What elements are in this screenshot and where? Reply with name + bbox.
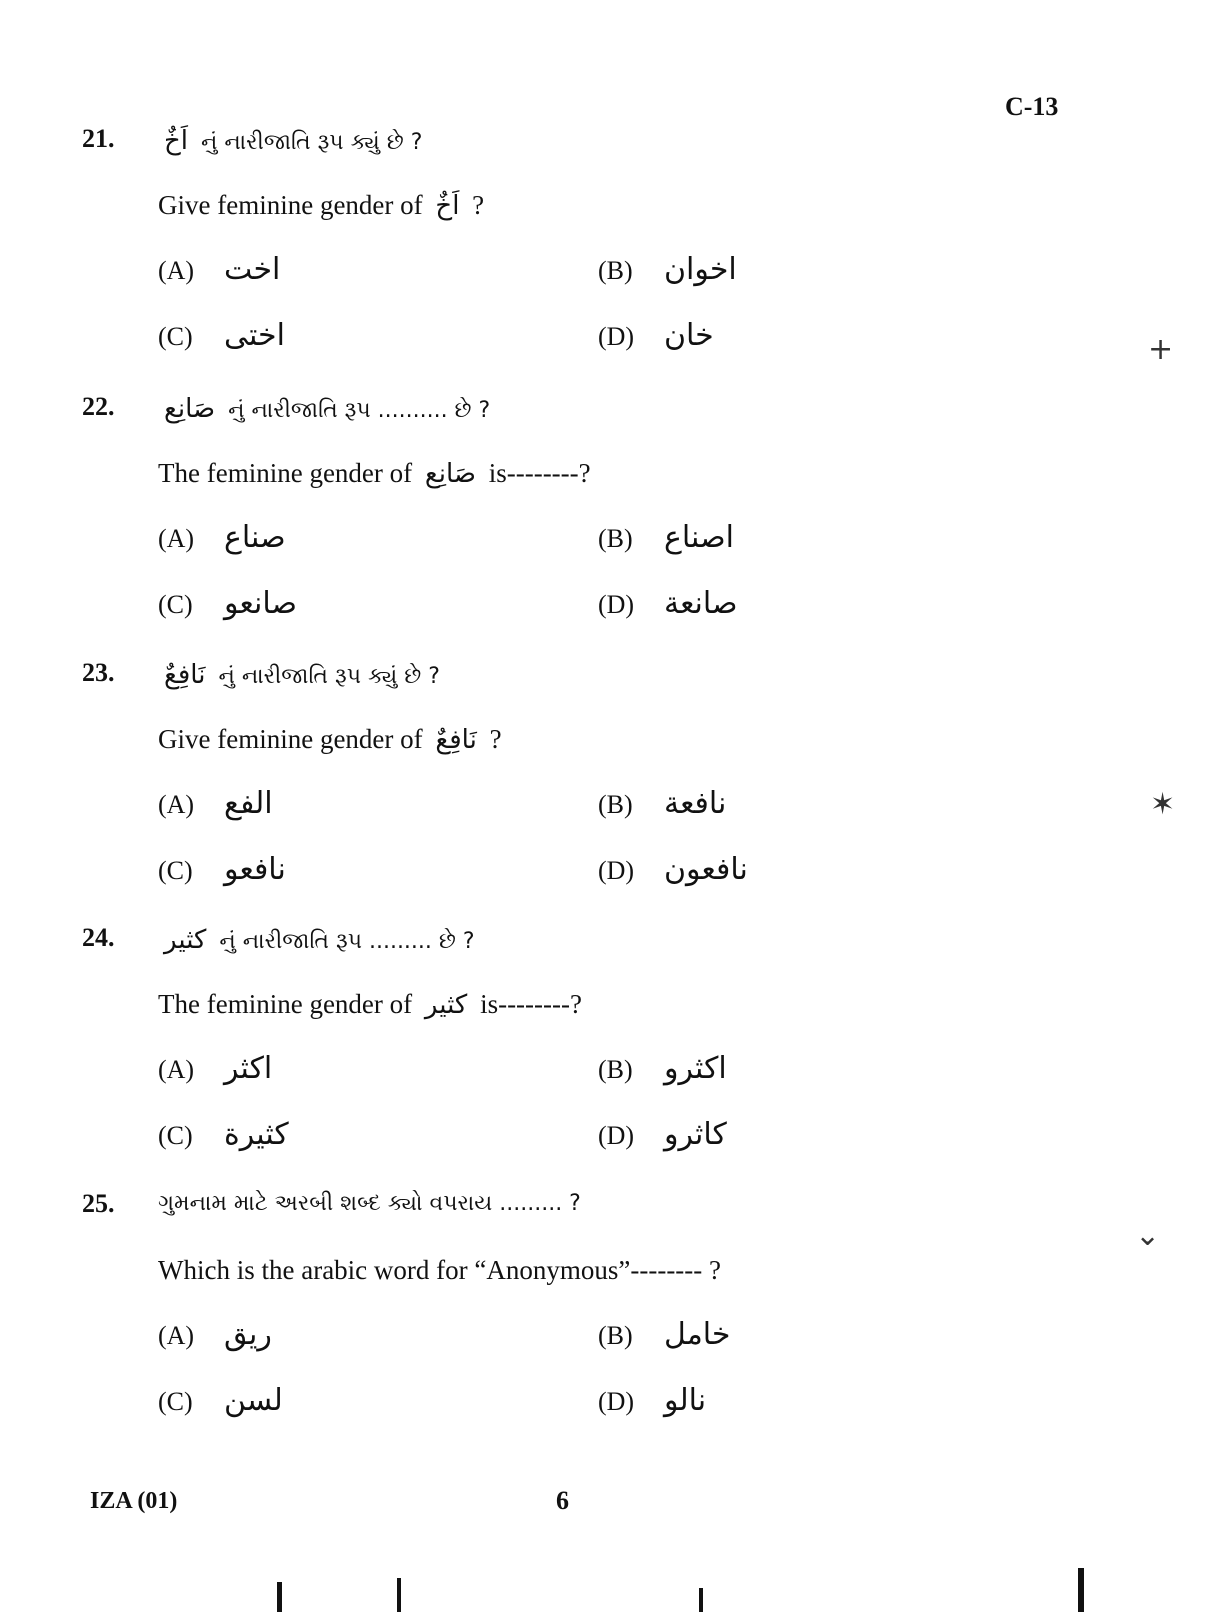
question-number: 25. bbox=[82, 1189, 115, 1218]
option-label: (A) bbox=[158, 1321, 195, 1350]
question-21 bbox=[0, 124, 1218, 384]
arabic-word: نَافِعٌ bbox=[435, 725, 477, 755]
option-text: خامل bbox=[664, 1317, 731, 1352]
option-label: (B) bbox=[598, 524, 633, 553]
option-a[interactable] bbox=[158, 520, 286, 555]
option-d[interactable] bbox=[598, 586, 738, 621]
option-label: (D) bbox=[598, 590, 635, 619]
option-a[interactable] bbox=[158, 1317, 272, 1352]
question-gujarati bbox=[158, 660, 440, 690]
gujarati-text: નું નારીજાતિ રૂપ ક્યું છે ? bbox=[218, 664, 440, 689]
question-25 bbox=[0, 1189, 1218, 1449]
paper-code: IZA (01) bbox=[90, 1488, 178, 1514]
question-gujarati bbox=[158, 126, 422, 156]
option-text: كثيرة bbox=[224, 1117, 289, 1152]
english-suffix: ? bbox=[489, 724, 502, 754]
binding-mark bbox=[1078, 1568, 1084, 1612]
arabic-word: اَخٌ bbox=[435, 191, 460, 221]
question-english bbox=[158, 190, 484, 221]
option-text: كاثرو bbox=[664, 1117, 727, 1152]
option-label: (C) bbox=[158, 1387, 193, 1416]
question-english bbox=[158, 1255, 721, 1286]
arabic-word: صَانِع bbox=[424, 459, 476, 489]
english-prefix: Which is the arabic word for “Anonymous”-------- ? bbox=[158, 1255, 722, 1285]
question-23 bbox=[0, 658, 1218, 918]
question-number: 22. bbox=[82, 392, 115, 421]
english-suffix: is--------? bbox=[488, 458, 591, 488]
page-number: 6 bbox=[556, 1486, 569, 1515]
english-suffix: is--------? bbox=[480, 989, 582, 1019]
binding-mark bbox=[397, 1578, 401, 1612]
option-label: (A) bbox=[158, 256, 195, 285]
option-a[interactable] bbox=[158, 1051, 272, 1086]
option-c[interactable] bbox=[158, 852, 286, 887]
question-gujarati bbox=[158, 925, 475, 955]
option-b[interactable] bbox=[598, 1051, 727, 1086]
option-b[interactable] bbox=[598, 786, 726, 821]
option-label: (A) bbox=[158, 790, 195, 819]
option-text: اختی bbox=[224, 318, 285, 353]
option-label: (B) bbox=[598, 1321, 633, 1350]
option-d[interactable] bbox=[598, 852, 748, 887]
question-number: 24. bbox=[82, 923, 115, 952]
option-label: (D) bbox=[598, 856, 635, 885]
option-b[interactable] bbox=[598, 1317, 730, 1352]
question-number: 23. bbox=[82, 658, 115, 687]
question-number: 21. bbox=[82, 124, 115, 153]
option-label: (B) bbox=[598, 256, 633, 285]
english-suffix: ? bbox=[472, 190, 485, 220]
english-prefix: The feminine gender of bbox=[158, 458, 413, 488]
english-prefix: The feminine gender of bbox=[158, 989, 413, 1019]
option-label: (C) bbox=[158, 1121, 193, 1150]
option-label: (C) bbox=[158, 856, 193, 885]
option-c[interactable] bbox=[158, 586, 297, 621]
option-text: اكثر bbox=[224, 1051, 273, 1086]
question-english bbox=[158, 724, 502, 755]
option-text: نالو bbox=[664, 1383, 707, 1418]
scan-mark-icon: ✶ bbox=[1150, 787, 1176, 822]
option-text: نافعون bbox=[664, 852, 748, 887]
question-gujarati bbox=[158, 1191, 581, 1216]
option-b[interactable] bbox=[598, 520, 734, 555]
option-text: خان bbox=[664, 318, 714, 353]
question-22 bbox=[0, 392, 1218, 652]
gujarati-text: નું નારીજાતિ રૂપ ......... છે ? bbox=[219, 929, 475, 954]
option-text: صانعة bbox=[664, 586, 738, 621]
scan-mark-icon: + bbox=[1148, 332, 1174, 367]
binding-mark bbox=[699, 1588, 703, 1612]
option-d[interactable] bbox=[598, 318, 714, 353]
option-a[interactable] bbox=[158, 252, 280, 287]
option-label: (B) bbox=[598, 790, 633, 819]
scan-mark-icon: ⌄ bbox=[1135, 1218, 1161, 1253]
option-c[interactable] bbox=[158, 1383, 283, 1418]
option-a[interactable] bbox=[158, 786, 273, 821]
option-label: (B) bbox=[598, 1055, 633, 1084]
option-text: اكثرو bbox=[664, 1051, 727, 1086]
option-text: لسن bbox=[224, 1383, 283, 1418]
gujarati-text: નું નારીજાતિ રૂપ ક્યું છે ? bbox=[201, 130, 423, 155]
option-text: الفع bbox=[224, 786, 273, 821]
option-text: نافعة bbox=[664, 786, 727, 821]
arabic-word: صَانِع bbox=[164, 394, 216, 424]
option-text: صناع bbox=[224, 520, 286, 555]
question-english bbox=[158, 458, 591, 489]
page-code: C-13 bbox=[1005, 92, 1059, 121]
option-b[interactable] bbox=[598, 252, 737, 287]
option-c[interactable] bbox=[158, 1117, 289, 1152]
option-text: اخوان bbox=[664, 252, 737, 287]
arabic-word: اَخٌ bbox=[164, 126, 189, 156]
arabic-word: كثير bbox=[424, 990, 468, 1020]
option-text: ريق bbox=[224, 1317, 272, 1352]
option-label: (D) bbox=[598, 322, 635, 351]
english-prefix: Give feminine gender of bbox=[158, 724, 423, 754]
option-label: (A) bbox=[158, 524, 195, 553]
arabic-word: كثير bbox=[164, 925, 207, 955]
option-label: (D) bbox=[598, 1121, 635, 1150]
arabic-word: نَافِعٌ bbox=[164, 660, 206, 690]
option-text: اخت bbox=[224, 252, 281, 287]
option-text: نافعو bbox=[224, 852, 286, 887]
option-text: اصناع bbox=[664, 520, 734, 555]
gujarati-text: ગુમનામ માટે અરબી શબ્દ ક્યો વપરાય ......... ? bbox=[158, 1191, 581, 1216]
gujarati-text: નું નારીજાતિ રૂપ .......... છે ? bbox=[228, 398, 491, 423]
question-gujarati bbox=[158, 394, 490, 424]
option-label: (D) bbox=[598, 1387, 635, 1416]
option-d[interactable] bbox=[598, 1117, 727, 1152]
option-label: (C) bbox=[158, 322, 193, 351]
question-24 bbox=[0, 923, 1218, 1183]
option-label: (C) bbox=[158, 590, 193, 619]
question-english bbox=[158, 989, 582, 1020]
option-c[interactable] bbox=[158, 318, 285, 353]
binding-mark bbox=[277, 1582, 282, 1612]
english-prefix: Give feminine gender of bbox=[158, 190, 423, 220]
option-d[interactable] bbox=[598, 1383, 706, 1418]
option-label: (A) bbox=[158, 1055, 195, 1084]
option-text: صانعو bbox=[224, 586, 297, 621]
